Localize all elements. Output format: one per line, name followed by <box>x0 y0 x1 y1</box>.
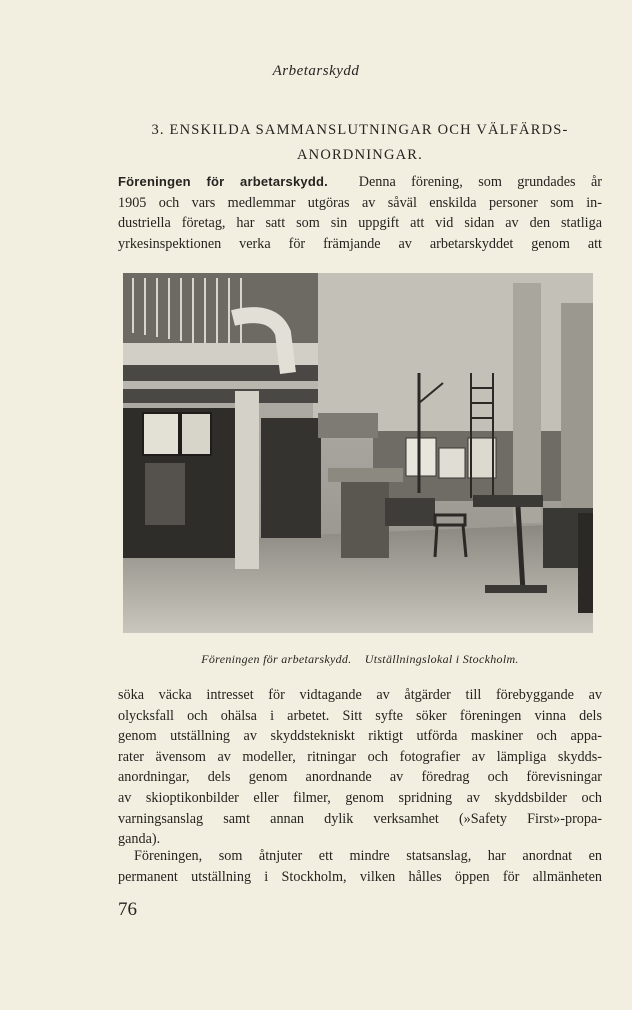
exhibition-photo <box>123 273 593 633</box>
paragraph-purpose <box>118 685 602 850</box>
exhibition-photo-drawing <box>123 273 593 633</box>
section-heading-line-1: 3. ENSKILDA SAMMANSLUTNINGAR OCH VÄLFÄRDS- <box>151 122 569 138</box>
photo-caption-location: Utställningslokal i Stockholm. <box>364 652 519 666</box>
paragraph-line: 1905 och vars medlemmar utgöras av såväl enskilda personer som in- <box>118 194 602 211</box>
paragraph-intro <box>118 172 602 254</box>
paragraph-exhibition <box>118 846 602 887</box>
paragraph-line: permanent utställning i Stockholm, vilken hålles öppen för allmänheten <box>118 868 602 885</box>
paragraph-line <box>118 172 602 193</box>
paragraph-line: olycksfall och ohälsa i arbetet. Sitt syfte söker föreningen vinna dels <box>118 707 602 724</box>
paragraph-line: av skioptikonbilder eller filmer, genom spridning av skyddsbilder och <box>118 789 602 806</box>
running-head: Arbetarskydd <box>272 63 360 79</box>
paragraph-line: ganda). <box>118 831 161 848</box>
paragraph-line: genom utställning av skyddstekniskt riktigt utförda maskiner och appa- <box>118 728 602 745</box>
paragraph-line: yrkesinspektionen verka för främjande av arbetarskyddet genom att <box>118 235 602 252</box>
paragraph-line: varningsanslag samt annan dylik verksamhet (»Safety First»-propa- <box>118 810 602 827</box>
paragraph-line: dustriella företag, har satt som sin uppgift att vid sidan av den statliga <box>118 215 602 232</box>
section-heading <box>118 118 602 168</box>
paragraph-line: anordningar, dels genom anordnande av föredrag och förevisningar <box>118 769 602 786</box>
section-heading-line-2: ANORDNINGAR. <box>297 147 423 163</box>
photo-caption-title: Föreningen för arbetarskydd. <box>201 652 352 666</box>
page-number: 76 <box>118 899 137 920</box>
paragraph-line: söka väcka intresset för vidtagande av åtgärder till förebyggande av <box>118 687 602 703</box>
paragraph-line: rater ävensom av modeller, ritningar och fotografier av lämpliga skydds- <box>118 748 602 765</box>
photo-caption <box>118 652 602 667</box>
paragraph-lead: Föreningen för arbetarskydd. <box>118 174 328 189</box>
paragraph-line: Föreningen, som åtnjuter ett mindre statsanslag, har anordnat en <box>134 848 602 864</box>
paragraph-line-text: Denna förening, som grundades år <box>358 174 603 190</box>
